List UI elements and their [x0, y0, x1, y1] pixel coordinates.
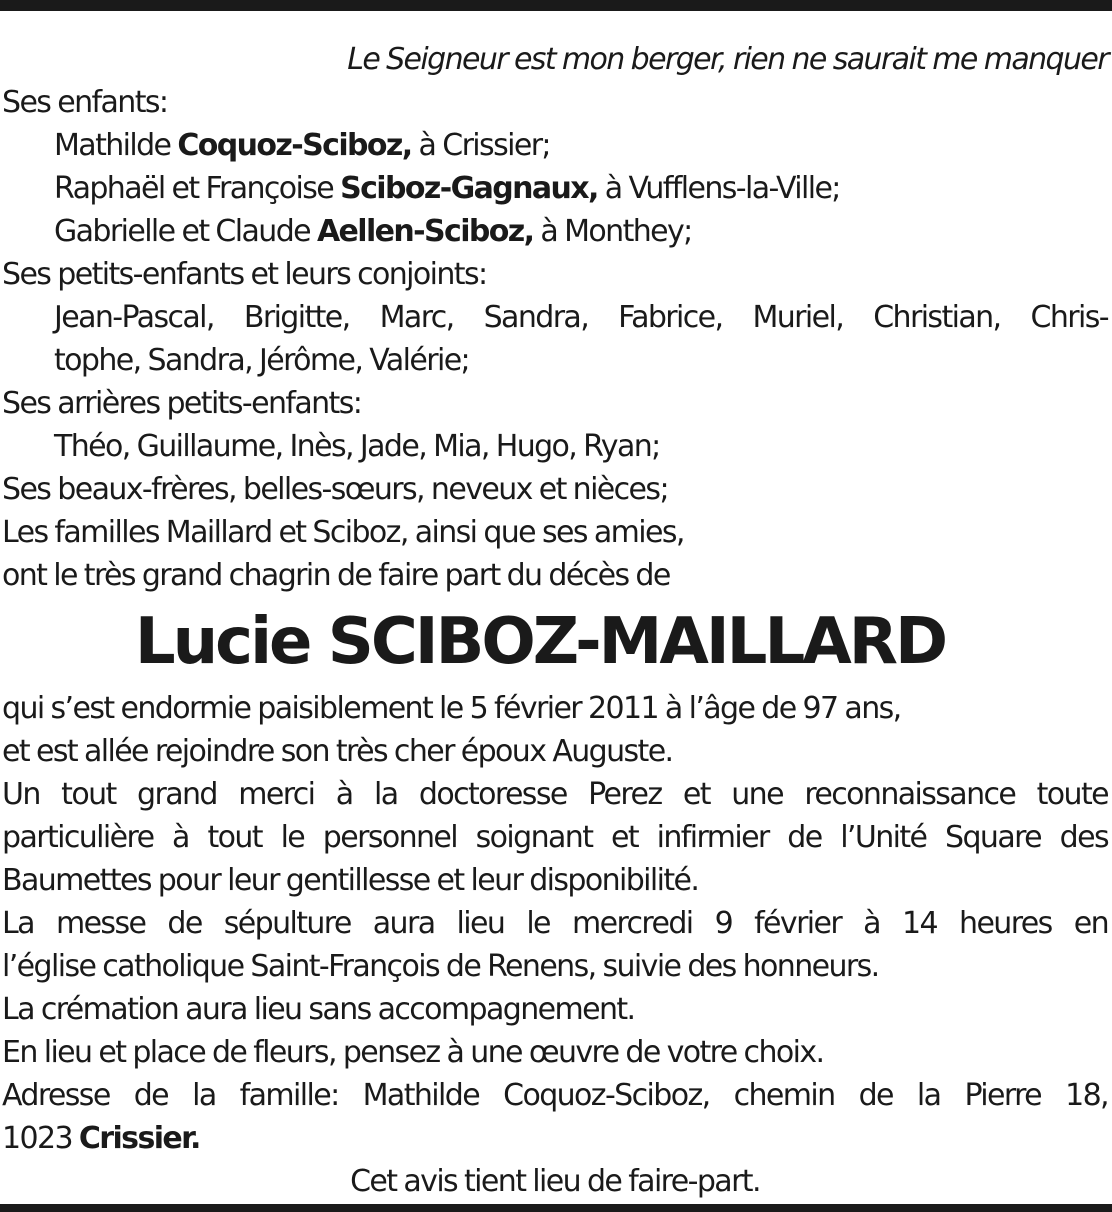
- passing-line-2: et est allée rejoindre son très cher époux Auguste.: [2, 734, 673, 769]
- child-entry: [2, 167, 1108, 210]
- child-place: à Vufflens-la-Ville;: [604, 171, 840, 206]
- grandchildren-names-line-1: Jean-Pascal, Brigitte, Marc, Sandra, Fabrice, Muriel, Christian, Chris-: [54, 300, 1108, 335]
- mass-line-2: l’église catholique Saint-François de Renens, suivie des honneurs.: [2, 949, 879, 984]
- bottom-rule: [0, 1204, 1112, 1212]
- child-surname: Coquoz-Sciboz,: [177, 128, 412, 163]
- grandchildren-names-line-2: tophe, Sandra, Jérôme, Valérie;: [54, 343, 470, 378]
- passing-line-1: qui s’est endormie paisiblement le 5 février 2011 à l’âge de 97 ans,: [2, 691, 901, 726]
- child-surname: Sciboz-Gagnaux,: [340, 171, 598, 206]
- great-grandchildren-names: Théo, Guillaume, Inès, Jade, Mia, Hugo, Ryan;: [54, 429, 660, 464]
- address-line-1: Adresse de la famille: Mathilde Coquoz-Sciboz, chemin de la Pierre 18,: [2, 1078, 1108, 1113]
- child-given-name: Gabrielle et Claude: [54, 214, 310, 249]
- child-entry: [2, 210, 1108, 253]
- thanks-line-3: Baumettes pour leur gentillesse et leur disponibilité.: [2, 863, 699, 898]
- great-grandchildren-heading: Ses arrières petits-enfants:: [2, 386, 362, 421]
- address-line-2: [2, 1117, 1108, 1160]
- child-surname: Aellen-Sciboz,: [316, 214, 534, 249]
- in-laws-line: Ses beaux-frères, belles-sœurs, neveux et nièces;: [2, 472, 668, 507]
- child-place: à Monthey;: [540, 214, 692, 249]
- thanks-line-2: particulière à tout le personnel soignant et infirmier de l’Unité Square des: [2, 820, 1108, 855]
- flowers-line: En lieu et place de fleurs, pensez à une œuvre de votre choix.: [2, 1035, 824, 1070]
- epigraph: Le Seigneur est mon berger, rien ne saurait me manquer: [347, 42, 1108, 77]
- death-notice: [2, 38, 1108, 1203]
- postal-code: 1023: [2, 1121, 72, 1156]
- mass-line-1: La messe de sépulture aura lieu le mercredi 9 février à 14 heures en: [2, 906, 1108, 941]
- thanks-line-1: Un tout grand merci à la doctoresse Perez et une reconnaissance toute: [2, 777, 1108, 812]
- child-place: à Crissier;: [418, 128, 550, 163]
- deceased-name: Lucie SCIBOZ-MAILLARD: [134, 605, 946, 679]
- grandchildren-heading: Ses petits-enfants et leurs conjoints:: [2, 257, 487, 292]
- announcement-line: ont le très grand chagrin de faire part du décès de: [2, 558, 670, 593]
- cremation-line: La crémation aura lieu sans accompagnement.: [2, 992, 635, 1027]
- child-given-name: Mathilde: [54, 128, 171, 163]
- child-entry: [2, 124, 1108, 167]
- address-city: Crissier.: [78, 1121, 200, 1156]
- top-rule: [0, 0, 1112, 11]
- closing-line: Cet avis tient lieu de faire-part.: [350, 1164, 760, 1199]
- children-heading: Ses enfants:: [2, 85, 168, 120]
- families-line: Les familles Maillard et Sciboz, ainsi que ses amies,: [2, 515, 684, 550]
- child-given-name: Raphaël et Françoise: [54, 171, 334, 206]
